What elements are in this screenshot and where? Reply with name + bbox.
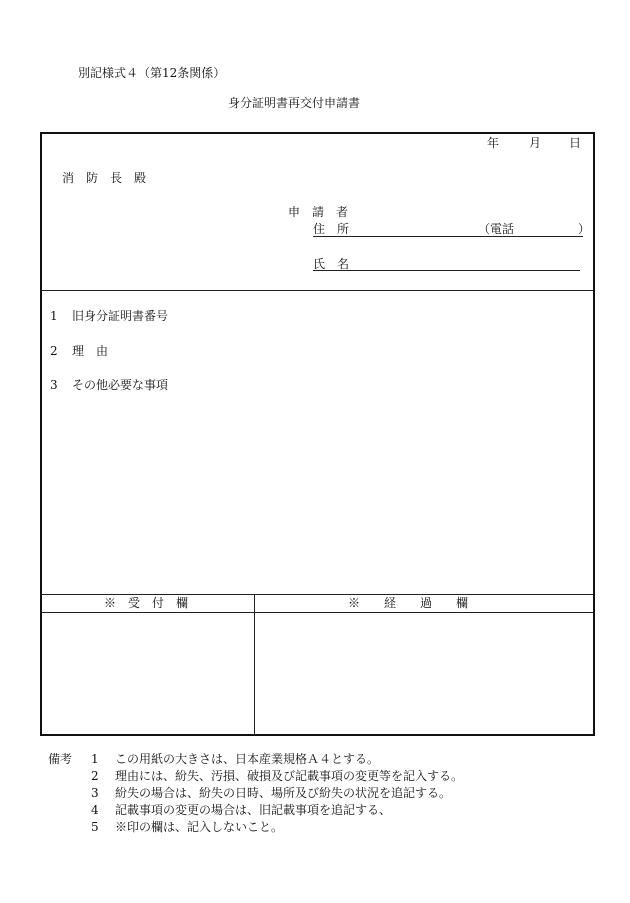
note-5-number: 5: [91, 820, 99, 834]
notes-heading: 備考: [48, 752, 73, 766]
item-1-label: 旧身分証明書番号: [72, 309, 169, 323]
name-label: 氏名: [313, 257, 362, 271]
note-3-number: 3: [91, 786, 99, 800]
addressee: 消防長殿: [62, 171, 159, 185]
note-5-text: ※印の欄は、記入しないこと。: [115, 820, 284, 834]
item-3-number: 3: [50, 378, 58, 392]
reception-column-header: ※受付欄: [104, 596, 201, 610]
office-section-divider: [41, 594, 593, 595]
phone-close: ）: [578, 222, 591, 236]
section-divider: [41, 290, 593, 291]
item-3-label: その他必要な事項: [72, 378, 169, 392]
item-1-number: 1: [50, 309, 58, 323]
applicant-label: 申請者: [288, 205, 361, 219]
office-column-divider: [254, 594, 255, 734]
note-4-number: 4: [91, 803, 99, 817]
progress-column-header: ※経過欄: [348, 596, 493, 610]
note-3-text: 紛失の場合は、紛失の日時、場所及び紛失の状況を追記する。: [115, 786, 452, 800]
note-4-text: 記載事項の変更の場合は、旧記載事項を追記する、: [115, 803, 392, 817]
document-title: 身分証明書再交付申請書: [228, 96, 361, 110]
note-2-text: 理由には、紛失、汚損、破損及び記載事項の変更等を記入する。: [115, 769, 464, 783]
date-day: 日: [569, 136, 582, 150]
address-label: 住所: [313, 222, 362, 236]
item-2-number: 2: [50, 344, 58, 358]
note-2-number: 2: [91, 769, 99, 783]
name-underline: [313, 270, 580, 271]
address-underline: [313, 236, 583, 237]
item-2-label: 理由: [72, 344, 121, 358]
date-year: 年: [487, 136, 500, 150]
form-reference: 別記様式４（第12条関係）: [78, 66, 226, 80]
phone-open: （電話: [478, 222, 515, 236]
office-header-divider: [41, 612, 593, 613]
note-1-number: 1: [91, 752, 99, 766]
date-month: 月: [529, 136, 542, 150]
note-1-text: この用紙の大きさは、日本産業規格Ａ４とする。: [115, 752, 380, 766]
